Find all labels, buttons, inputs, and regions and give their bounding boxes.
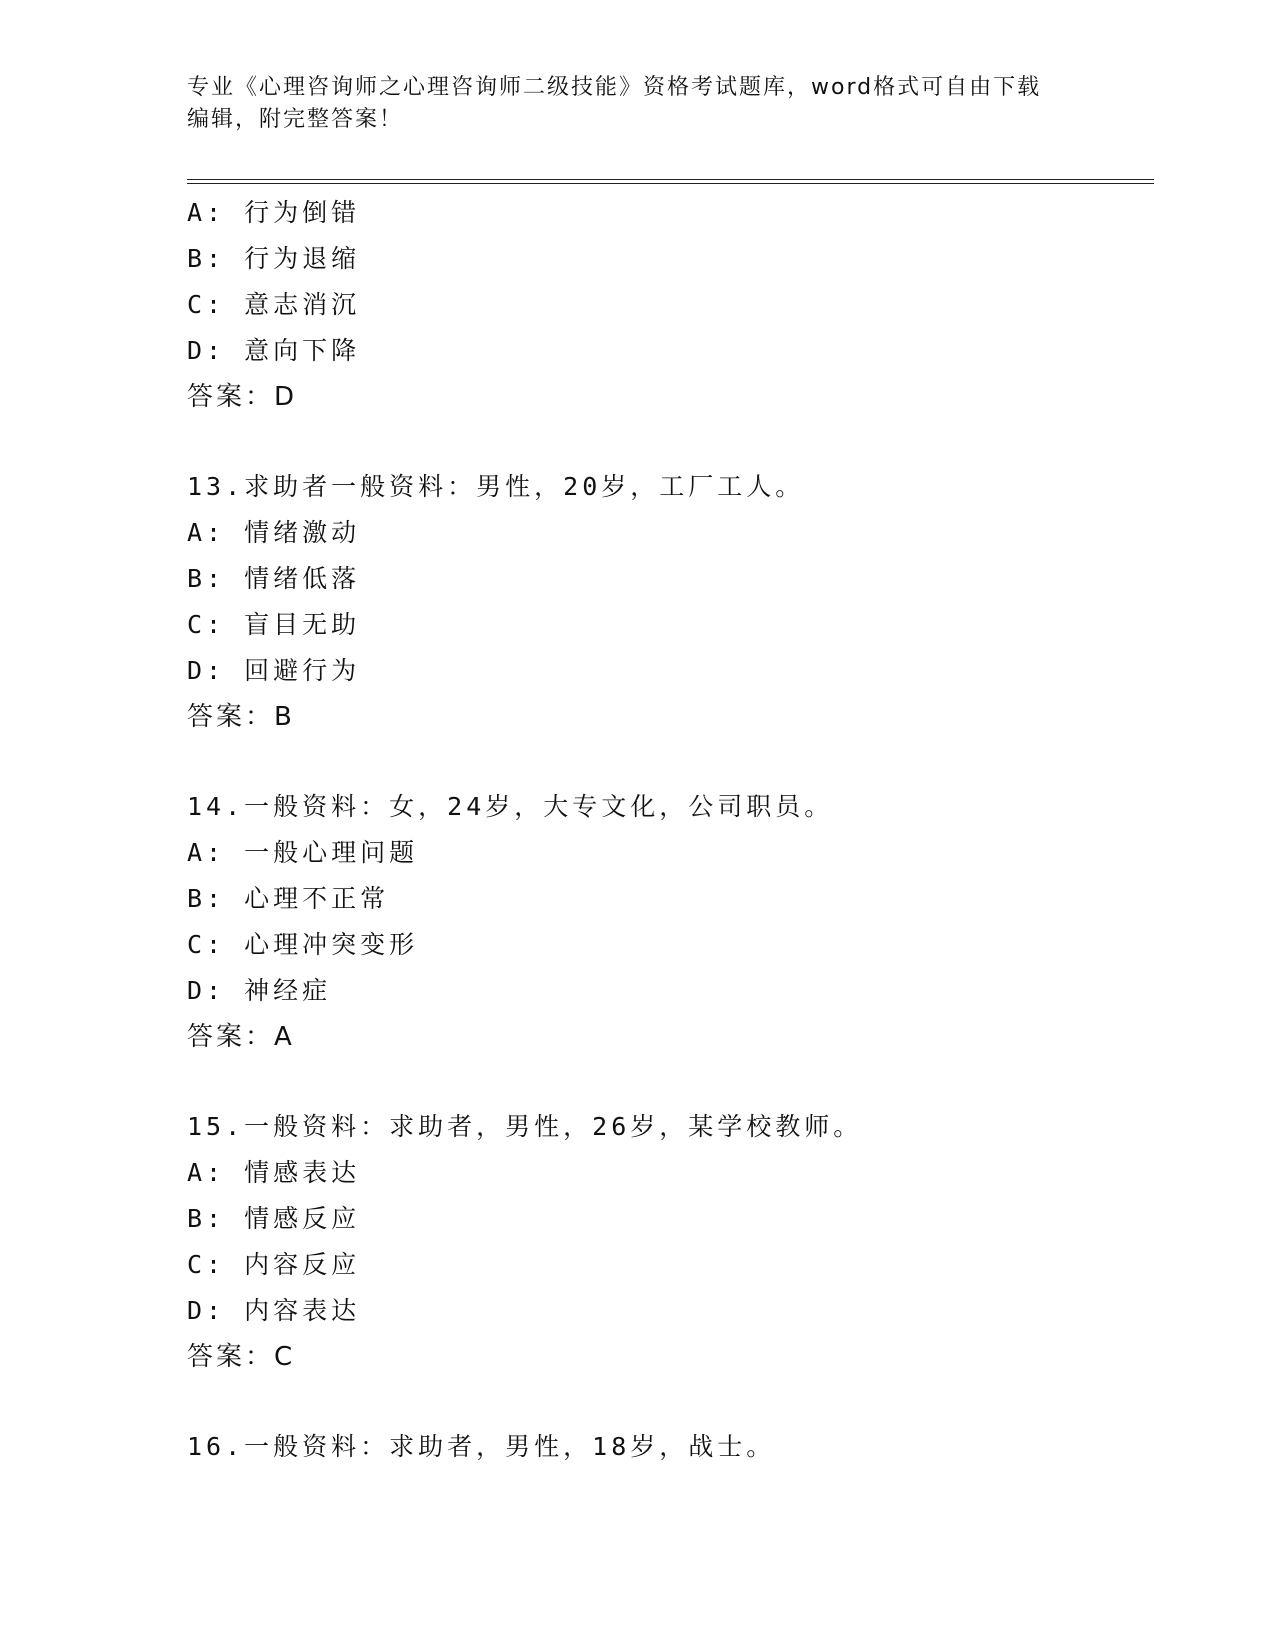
header-rule-bottom [187,183,1154,184]
option-b: B: 行为退缩 [187,244,361,273]
option-c: C: 意志消沉 [187,290,361,319]
answer-line: 答案：B [187,702,295,732]
question-list [187,190,1147,1470]
option-a: A: 一般心理问题 [187,838,419,867]
question-12-partial [187,190,1147,420]
document-header [187,72,1067,136]
question-stem: 15.一般资料：求助者，男性，26岁，某学校教师。 [187,1112,863,1141]
option-a: A: 情感表达 [187,1158,361,1187]
option-d: D: 回避行为 [187,656,361,685]
option-b: B: 情绪低落 [187,564,361,593]
option-b: B: 情感反应 [187,1204,361,1233]
option-a: A: 行为倒错 [187,198,361,227]
option-c: C: 盲目无助 [187,610,361,639]
header-rule-top [187,179,1154,180]
option-c: C: 内容反应 [187,1250,361,1279]
option-d: D: 意向下降 [187,336,361,365]
option-d: D: 神经症 [187,976,332,1005]
option-a: A: 情绪激动 [187,518,361,547]
header-line-1: 专业《心理咨询师之心理咨询师二级技能》资格考试题库，word格式可自由下载 [187,75,1042,100]
answer-line: 答案：A [187,1022,295,1052]
header-line-2: 编辑，附完整答案！ [187,107,404,132]
question-15 [187,1104,1147,1380]
option-b: B: 心理不正常 [187,884,390,913]
question-13 [187,464,1147,740]
question-16 [187,1424,1147,1470]
answer-line: 答案：C [187,1342,296,1372]
question-14 [187,784,1147,1060]
question-stem: 13.求助者一般资料：男性，20岁，工厂工人。 [187,472,805,501]
option-c: C: 心理冲突变形 [187,930,419,959]
question-stem: 14.一般资料：女，24岁，大专文化，公司职员。 [187,792,834,821]
question-stem: 16.一般资料：求助者，男性，18岁，战士。 [187,1432,776,1461]
option-d: D: 内容表达 [187,1296,361,1325]
answer-line: 答案：D [187,382,298,412]
